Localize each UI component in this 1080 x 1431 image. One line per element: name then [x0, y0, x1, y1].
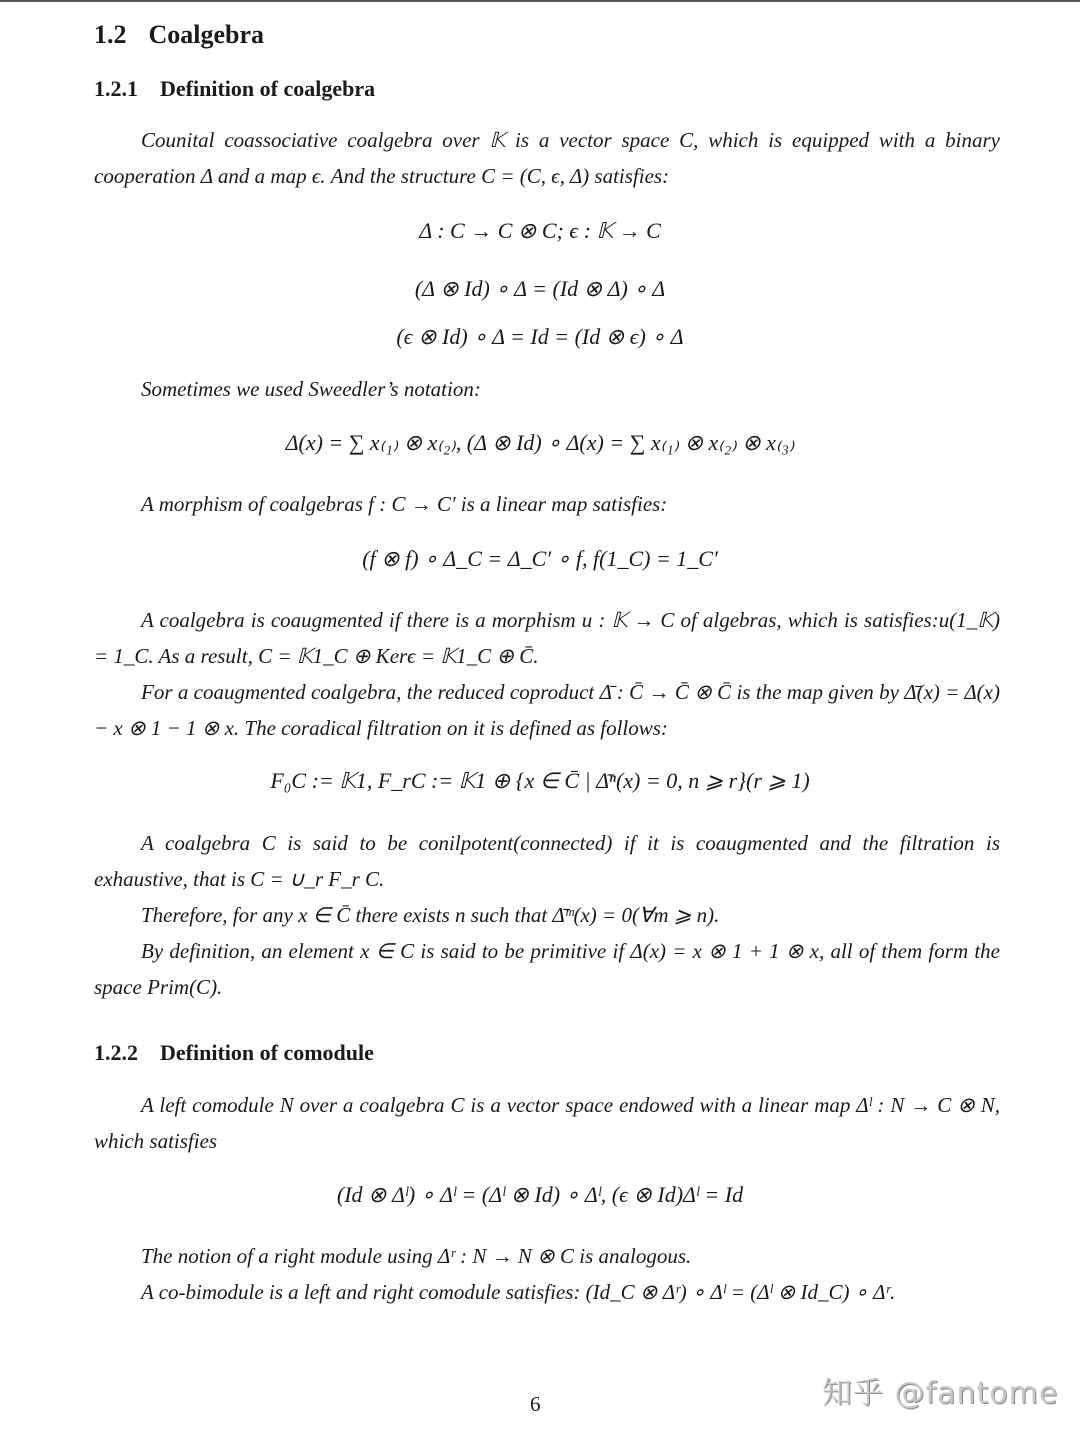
paragraph-right-module: The notion of a right module using Δʳ : N → N ⊗ C is analogous. — [141, 1244, 692, 1268]
paragraph-primitive: By definition, an element x ∈ C is said to be primitive if Δ(x) = x ⊗ 1 + 1 ⊗ x, all of them form the space Prim(C). — [94, 939, 1000, 999]
paragraph-reduced-coproduct: For a coaugmented coalgebra, the reduced coproduct Δ̄ : C̄ → C̄ ⊗ C̄ is the map given by Δ̄(x) = Δ(x) − x ⊗ 1 − 1 ⊗ x. The coradical filtration on it is defined as follows: — [94, 680, 1000, 740]
section-heading — [94, 20, 264, 50]
section-title: Coalgebra — [148, 20, 265, 49]
equation-comodule: (Id ⊗ Δˡ) ∘ Δˡ = (Δˡ ⊗ Id) ∘ Δˡ, (ϵ ⊗ Id)Δˡ = Id — [336, 1182, 744, 1207]
paragraph-left-comodule: A left comodule N over a coalgebra C is a vector space endowed with a linear map Δˡ : N → C ⊗ N, which satisfies — [94, 1093, 1000, 1153]
paragraph-co-bimodule: A co-bimodule is a left and right comodule satisfies: (Id_C ⊗ Δʳ) ∘ Δˡ = (Δˡ ⊗ Id_C) ∘ Δʳ. — [141, 1280, 896, 1304]
equation-coassociativity: (Δ ⊗ Id) ∘ Δ = (Id ⊗ Δ) ∘ Δ — [414, 276, 666, 301]
subsection-number: 1.2.2 — [94, 1040, 138, 1065]
subsection-number: 1.2.1 — [94, 76, 138, 101]
page-top-border — [0, 0, 1080, 2]
watermark: 知乎 @fantome — [822, 1376, 1059, 1411]
equation-morphism: (f ⊗ f) ∘ Δ_C = Δ_C′ ∘ f, f(1_C) = 1_C′ — [362, 546, 718, 571]
paragraph-coaugmented: A coalgebra is coaugmented if there is a morphism u : 𝕂 → C of algebras, which is satisfies:u(1_𝕂) = 1_C. As a result, C = 𝕂1_C ⊕ Kerϵ = 𝕂1_C ⊕ C̄. — [94, 608, 1000, 668]
equation-counit: (ϵ ⊗ Id) ∘ Δ = Id = (Id ⊗ ϵ) ∘ Δ — [396, 324, 684, 349]
page-number: 6 — [530, 1392, 541, 1416]
subsection-title: Definition of coalgebra — [160, 76, 376, 101]
equation-filtration: F₀C := 𝕂1, F_rC := 𝕂1 ⊕ {x ∈ C̄ | Δ̄ⁿ(x) = 0, n ⩾ r}(r ⩾ 1) — [270, 768, 810, 793]
equation-maps: Δ : C → C ⊗ C; ϵ : 𝕂 → C — [419, 218, 661, 243]
paragraph-morphism: A morphism of coalgebras f : C → C′ is a linear map satisfies: — [141, 492, 668, 516]
subsection-heading-coalgebra — [94, 76, 375, 102]
paragraph-conilpotent: A coalgebra C is said to be conilpotent(connected) if it is coaugmented and the filtration is exhaustive, that is C = ∪_r F_r C. — [94, 831, 1000, 891]
section-number: 1.2 — [94, 20, 127, 49]
subsection-title: Definition of comodule — [160, 1040, 374, 1065]
paragraph-definition: Counital coassociative coalgebra over 𝕂 is a vector space C, which is equipped with a binary cooperation Δ and a map ϵ. And the structure C = (C, ϵ, Δ) satisfies: — [94, 128, 1000, 188]
subsection-heading-comodule — [94, 1040, 374, 1066]
paragraph-sweedler: Sometimes we used Sweedler’s notation: — [141, 377, 481, 401]
equation-sweedler: Δ(x) = ∑ x₍₁₎ ⊗ x₍₂₎, (Δ ⊗ Id) ∘ Δ(x) = ∑ x₍₁₎ ⊗ x₍₂₎ ⊗ x₍₃₎ — [285, 430, 795, 455]
paragraph-therefore: Therefore, for any x ∈ C̄ there exists n such that Δ̄ᵐ(x) = 0(∀m ⩾ n). — [141, 903, 720, 927]
